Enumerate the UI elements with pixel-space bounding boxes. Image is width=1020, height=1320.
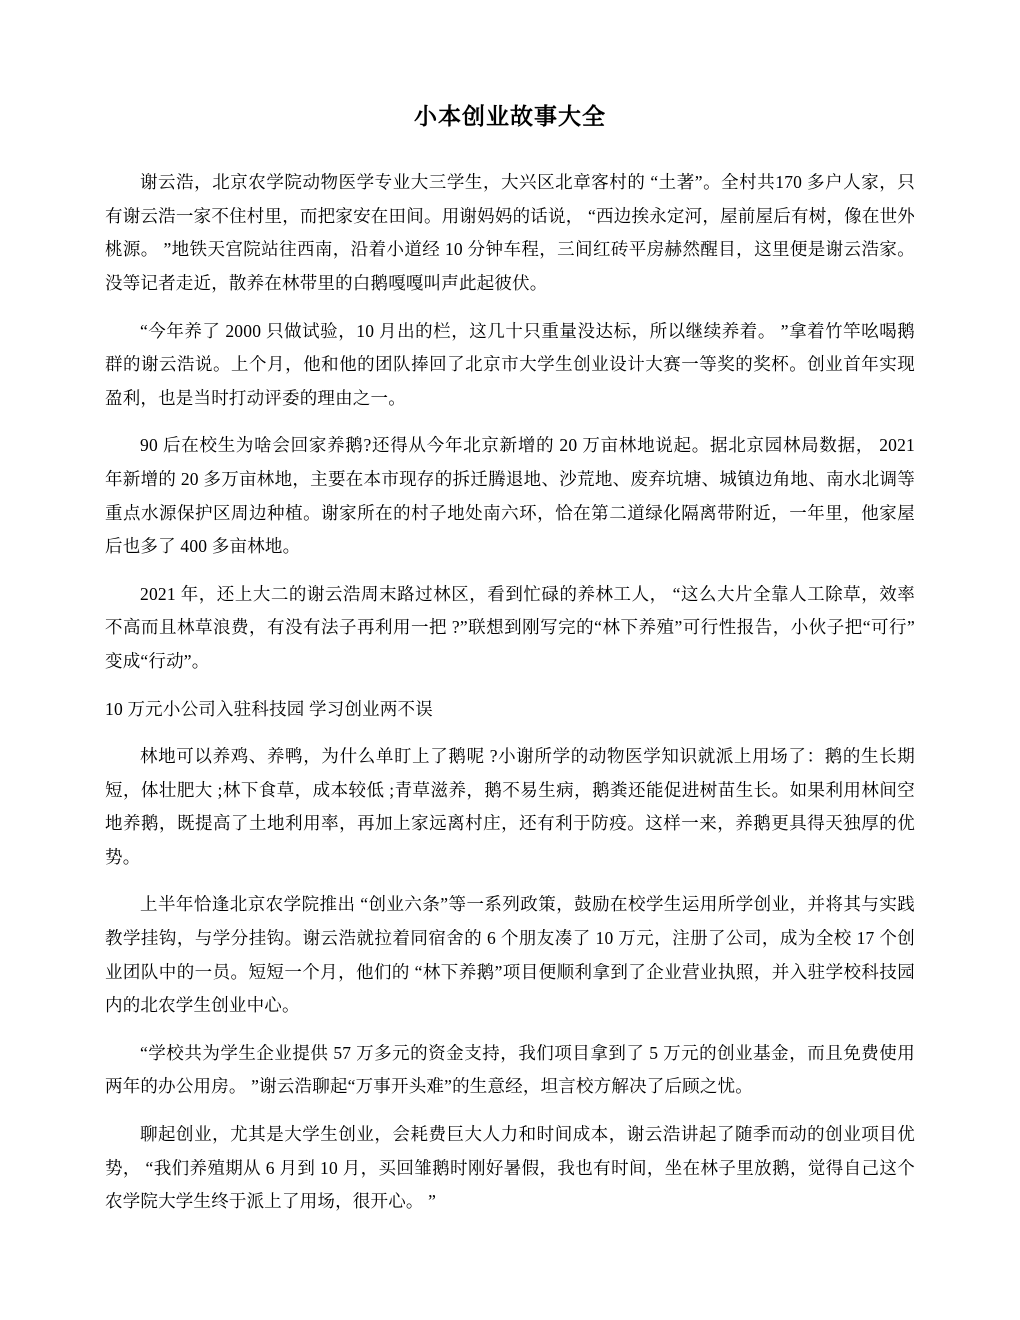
paragraph-7: “学校共为学生企业提供 57 万多元的资金支持，我们项目拿到了 5 万元的创业基金，而且免费使用两年的办公用房。 ”谢云浩聊起“万事开头难”的生意经，坦言校方解决了后顾之忧。 <box>105 1042 915 1097</box>
page-title: 小本创业故事大全 <box>414 103 606 129</box>
paragraph-5: 林地可以养鸡、养鸭，为什么单盯上了鹅呢 ?小谢所学的动物医学知识就派上用场了：鹅的生长期短，体壮肥大 ;林下食草，成本较低 ;青草滋养，鹅不易生病，鹅粪还能促进树苗生长。如果利用林间空地养鹅，既提高了土地利用率，再加上家远离村庄，还有利于防疫。这样一来，养鹅更具得天独厚的优势。 <box>105 746 915 867</box>
paragraph-4: 2021 年，还上大二的谢云浩周末路过林区，看到忙碌的养林工人， “这么大片全靠人工除草，效率不高而且林草浪费，有没有法子再利用一把 ?”联想到刚写完的“林下养殖”可行性报告，小伙子把“可行”变成“行动”。 <box>105 583 915 671</box>
section-subheading: 10 万元小公司入驻科技园 学习创业两不误 <box>105 698 433 719</box>
paragraph-6: 上半年恰逢北京农学院推出 “创业六条”等一系列政策，鼓励在校学生运用所学创业，并将其与实践教学挂钩，与学分挂钩。谢云浩就拉着同宿舍的 6 个朋友凑了 10 万元，注册了公司，成为全校 17 个创业团队中的一员。短短一个月，他们的 “林下养鹅”项目便顺利拿到了企业营业执照，并入驻学校科技园内的北农学生创业中心。 <box>105 894 915 1016</box>
paragraph-3: 90 后在校生为啥会回家养鹅?还得从今年北京新增的 20 万亩林地说起。据北京园林局数据， 2021 年新增的 20 多万亩林地，主要在本市现存的拆迁腾退地、沙荒地、废弃坑塘、城镇边角地、南水北调等重点水源保护区周边种植。谢家所在的村子地处南六环，恰在第二道绿化隔离带附近，一年里，他家屋后也多了 400 多亩林地。 <box>105 435 915 557</box>
paragraph-1: 谢云浩，北京农学院动物医学专业大三学生，大兴区北章客村的 “土著”。全村共170 多户人家，只有谢云浩一家不住村里，而把家安在田间。用谢妈妈的话说， “西边挨永定河，屋前屋后有树，像在世外桃源。 ”地铁天宫院站往西南，沿着小道经 10 分钟车程，三间红砖平房赫然醒目，这里便是谢云浩家。没等记者走近，散养在林带里的白鹅嘎嘎叫声此起彼伏。 <box>105 172 915 293</box>
paragraph-8: 聊起创业，尤其是大学生创业，会耗费巨大人力和时间成本，谢云浩讲起了随季而动的创业项目优势， “我们养殖期从 6 月到 10 月，买回雏鹅时刚好暑假，我也有时间，坐在林子里放鹅，觉得自己这个农学院大学生终于派上了用场，很开心。 ” <box>105 1124 915 1212</box>
paragraph-2: “今年养了 2000 只做试验，10 月出的栏，这几十只重量没达标，所以继续养着。 ”拿着竹竿吆喝鹅群的谢云浩说。上个月，他和他的团队捧回了北京市大学生创业设计大赛一等奖的奖杯。创业首年实现盈利，也是当时打动评委的理由之一。 <box>105 320 915 408</box>
